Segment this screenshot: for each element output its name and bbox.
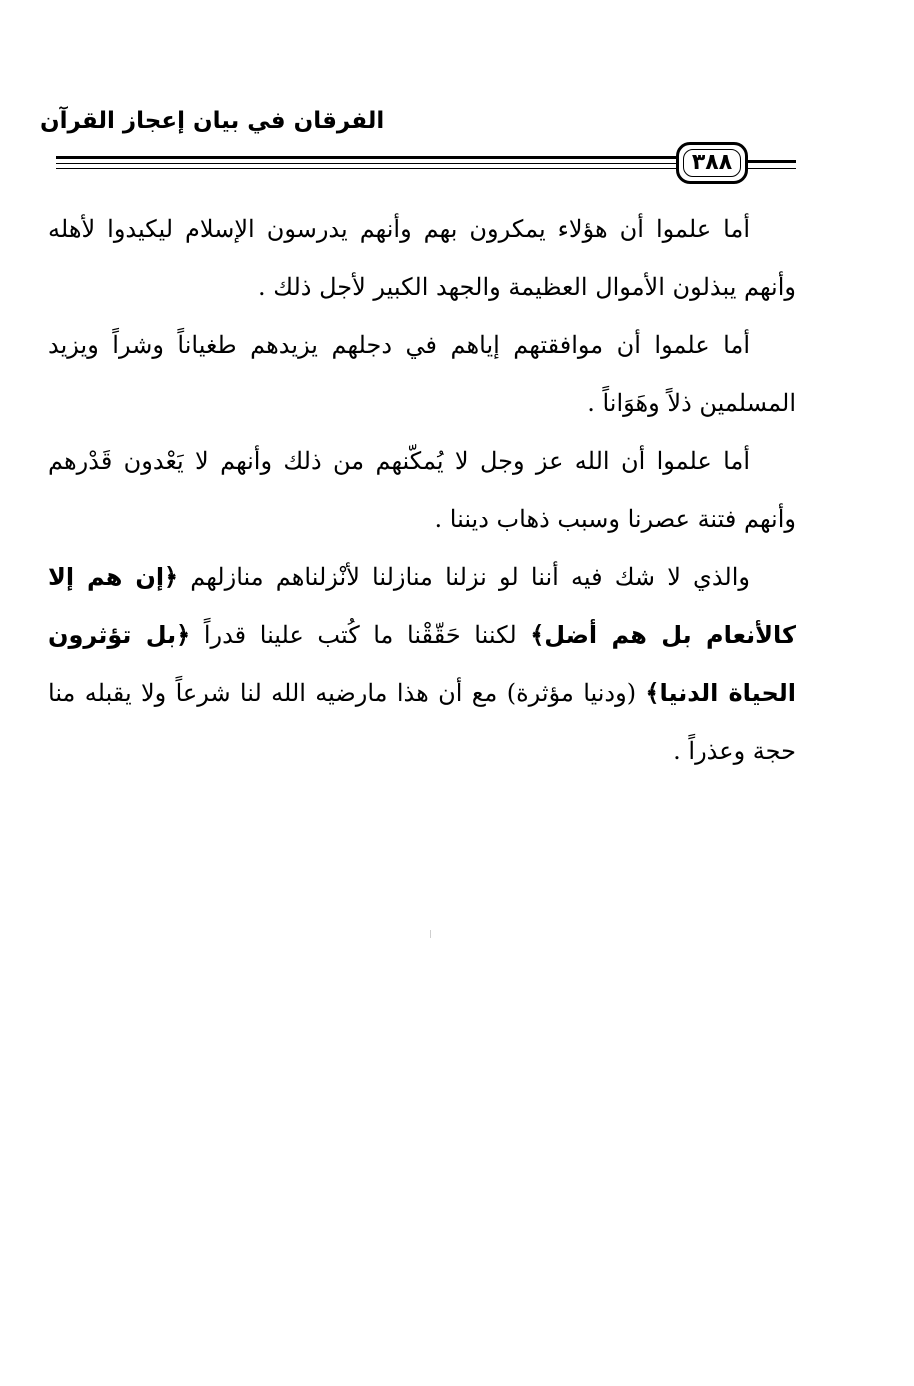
- paragraph-1: [48, 200, 796, 316]
- page-number-badge: [676, 142, 748, 184]
- header-rule-thin-lower: [56, 168, 678, 169]
- paragraph-3: [48, 432, 796, 548]
- paragraph-4-text-part-1: والذي لا شك فيه أننا لو نزلنا منازلنا لأنْزلناهم منازلهم: [178, 563, 750, 591]
- page-number: ٣٨٨: [691, 150, 733, 175]
- header-rule-right-thin: [748, 168, 796, 169]
- paragraph-1-text: أما علموا أن هؤلاء يمكرون بهم وأنهم يدرسون الإسلام ليكيدوا لأهله وأنهم يبذلون الأموال العظيمة والجهد الكبير لأجل ذلك .: [48, 215, 796, 301]
- scan-artifact: [430, 930, 431, 938]
- header-rule-right-thick: [748, 160, 796, 163]
- paragraph-4-text-part-3: (ودنيا مؤثرة) مع أن هذا مارضيه الله لنا شرعاً ولا يقبله منا حجة وعذراً .: [48, 679, 796, 765]
- paragraph-4: [48, 548, 796, 780]
- quran-quote-2: ﴿بل تؤثرون الحياة الدنيا﴾: [48, 621, 796, 707]
- paragraph-2: [48, 316, 796, 432]
- header-rule-thick: [56, 156, 678, 159]
- paragraph-3-text: أما علموا أن الله عز وجل لا يُمكّنهم من ذلك وأنهم لا يَعْدون قَدْرهم وأنهم فتنة عصرنا وسبب ذهاب ديننا .: [48, 447, 796, 533]
- paragraph-2-text: أما علموا أن موافقتهم إياهم في دجلهم يزيدهم طغياناً وشراً ويزيد المسلمين ذلاً وهَوَاناً .: [48, 331, 796, 417]
- paragraph-4-text-part-2: لكننا حَقّقْنا ما كُتب علينا قدراً: [190, 621, 531, 649]
- main-text: [48, 200, 796, 780]
- header-rule-thin: [56, 163, 678, 164]
- running-header-title: الفرقان في بيان إعجاز القرآن: [40, 108, 385, 134]
- quran-quote-1: ﴿إن هم إلا كالأنعام بل هم أضل﴾: [48, 563, 796, 649]
